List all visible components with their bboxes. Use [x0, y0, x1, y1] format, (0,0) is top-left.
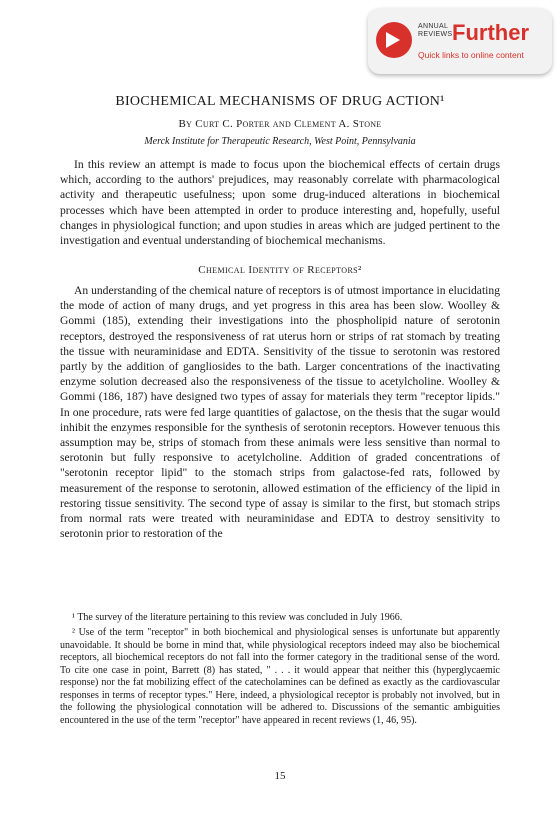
annual-reviews-further-badge[interactable] — [368, 8, 552, 74]
quick-links-label[interactable]: Quick links to online content — [418, 50, 524, 60]
footnote-2: ² Use of the term "receptor" in both biochemical and physiological senses is unfortunate but apparently unavoidable. It should be borne in mind that, while physiological receptors indeed may also be biochemical receptors, all biochemical receptors do not fall into the former category in the traditional sense of the word. To cite one case in point, Barrett (8) has stated, " . . . it would appear that neither this (hyperglycaemic response) nor the fat mobilizing effect of the catecholamines can be defined as exactly as the cardiovascular responses in terms of receptor types." Here, indeed, a physiological receptor is probably not involved, but in the following the physiological connotation will be adhered to. Discussions of the semantic ambiguities encountered in the use of the term "receptor" have appeared in recent reviews (1, 46, 95). — [60, 627, 500, 726]
author-affiliation: Merck Institute for Therapeutic Research, West Point, Pennsylvania — [144, 136, 416, 147]
annual-reviews-label: ANNUAL REVIEWS — [418, 23, 453, 38]
further-label: Further — [452, 20, 529, 45]
section-heading: Chemical Identity of Receptors² — [198, 264, 362, 276]
footnote-1: ¹ The survey of the literature pertaining to this review was concluded in July 1966. — [72, 612, 403, 623]
play-arrow-icon — [376, 22, 412, 58]
article-title: BIOCHEMICAL MECHANISMS OF DRUG ACTION¹ — [115, 94, 445, 109]
arrow-shape — [386, 32, 400, 48]
page-number: 15 — [274, 770, 286, 782]
intro-paragraph: In this review an attempt is made to focus upon the biochemical effects of certain drugs which, according to the authors' prejudices, may reasonably correlate with pharmacological activity and therapeutic usefulness; upon some drug-induced alterations in biochemical processes which have been attempted in order to produce interesting and, hopefully, useful changes in physiological function; and upon studies in areas which are judged pertinent to the investigation and eventual understanding of biochemical mechanisms. — [60, 158, 500, 248]
article-authors: By Curt C. Porter and Clement A. Stone — [178, 118, 382, 130]
section-paragraph: An understanding of the chemical nature of receptors is of utmost importance in elucidating the mode of action of many drugs, and yet progress in this area has been slow. Woolley & Gommi (185), extending their investigations into the phospholipid nature of serotonin receptors, destroyed the responsiveness of rat uterus horn or strips of rat stomach by treating the tissue with neuraminidase and EDTA. Sensitivity of the tissue to serotonin was restored partly by the addition of gangliosides to the bath. Larger concentrations of the inactivating enzyme solution decreased also the responsiveness of the tissue to acetylcholine. Woolley & Gommi (186, 187) have designed two types of assay for materials they term "receptor lipids." In one procedure, rats were fed large quantities of galactose, on the thesis that the sugar would inhibit the enzymes responsible for the synthesis of serotonin receptors. However tenuous this assumption may be, strips of stomach from these animals were less sensitive than normal to serotonin but fully responsive to acetylcholine. Addition of graded concentrations of "serotonin receptor lipid" to the stomach strips from galactose-fed rats, followed by measurement of the response to serotonin, allowed estimation of the efficiency of the lipid in restoring tissue sensitivity. The second type of assay is similar to the first, but stomach strips from normal rats were treated with neuraminidase and EDTA to destroy sensitivity to serotonin prior to restoration of the — [60, 284, 500, 541]
